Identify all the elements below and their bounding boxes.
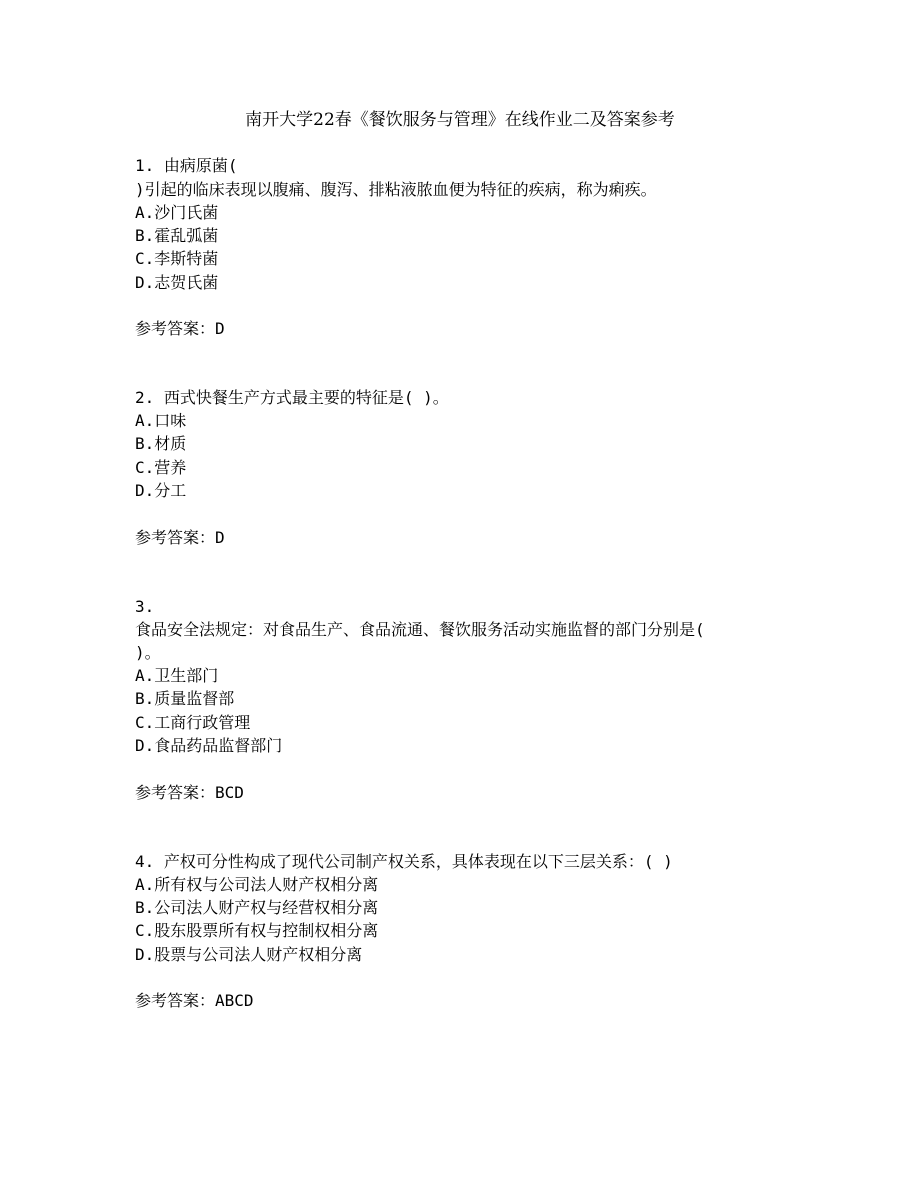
q1-option-b: B.霍乱弧菌 [135, 226, 219, 245]
q1-stem-line-2: )引起的临床表现以腹痛、腹泻、排粘液脓血便为特征的疾病，称为痢疾。 [135, 180, 657, 199]
q3-stem-line-3: )。 [135, 643, 161, 662]
q3-answer: 参考答案：BCD [135, 783, 244, 802]
q4-stem-line-1: 4. 产权可分性构成了现代公司制产权关系，具体表现在以下三层关系：( ) [135, 852, 673, 871]
q4-answer: 参考答案：ABCD [135, 991, 254, 1010]
q2-answer: 参考答案：D [135, 528, 225, 547]
q3-option-d: D.食品药品监督部门 [135, 736, 283, 755]
q1-stem-line-1: 1. 由病原菌( [135, 156, 238, 175]
q2-option-d: D.分工 [135, 481, 187, 500]
q1-option-a: A.沙门氏菌 [135, 203, 219, 222]
q3-stem-line-1: 3. [135, 597, 155, 616]
q2-option-c: C.营养 [135, 458, 187, 477]
q4-option-a: A.所有权与公司法人财产权相分离 [135, 875, 379, 894]
page-title: 南开大学22春《餐饮服务与管理》在线作业二及答案参考 [245, 110, 675, 130]
q2-option-a: A.口味 [135, 411, 187, 430]
q3-option-b: B.质量监督部 [135, 689, 235, 708]
q2-stem-line-1: 2. 西式快餐生产方式最主要的特征是( )。 [135, 388, 449, 407]
q4-option-d: D.股票与公司法人财产权相分离 [135, 945, 363, 964]
q2-option-b: B.材质 [135, 434, 187, 453]
q1-option-c: C.李斯特菌 [135, 249, 219, 268]
q3-option-c: C.工商行政管理 [135, 713, 251, 732]
q4-option-c: C.股东股票所有权与控制权相分离 [135, 921, 379, 940]
q1-answer: 参考答案：D [135, 319, 225, 338]
q3-stem-line-2: 食品安全法规定：对食品生产、食品流通、餐饮服务活动实施监督的部门分别是( [135, 620, 705, 639]
q4-option-b: B.公司法人财产权与经营权相分离 [135, 898, 379, 917]
q3-option-a: A.卫生部门 [135, 666, 219, 685]
q1-option-d: D.志贺氏菌 [135, 273, 219, 292]
